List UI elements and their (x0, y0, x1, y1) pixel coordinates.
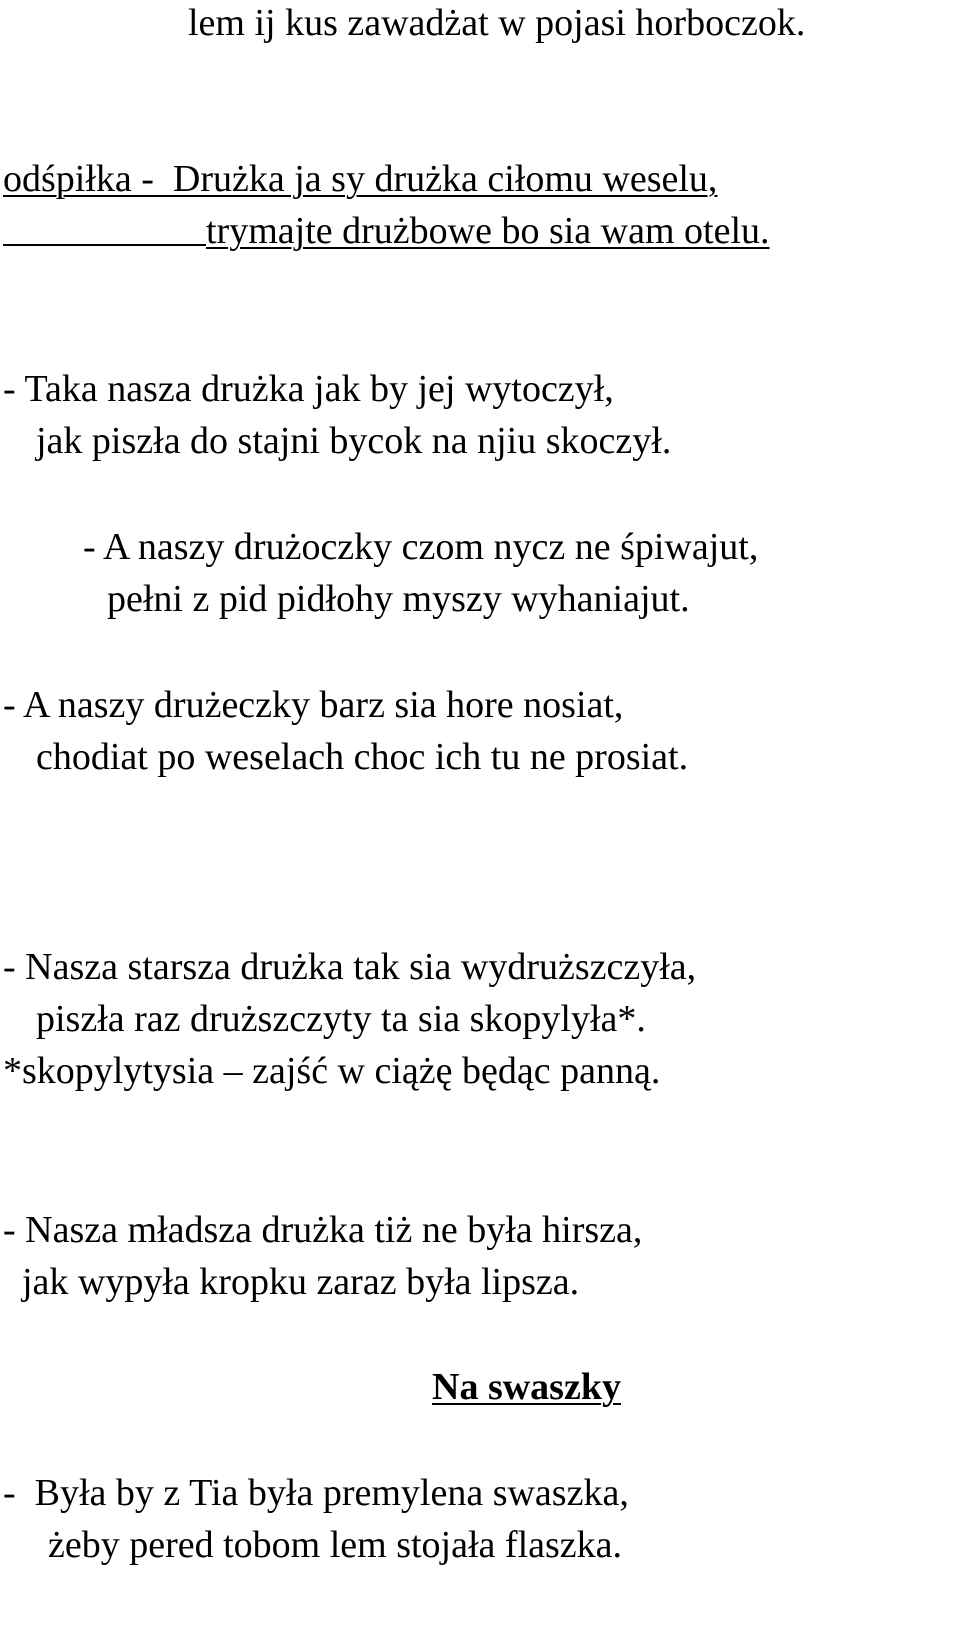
verse-line: lem ij kus zawadżat w pojasi horboczok. (188, 2, 806, 44)
verse-line: - A naszy drużoczky czom nycz ne śpiwajut, (83, 526, 759, 568)
verse-line: odśpiłka - Drużka ja sy drużka ciłomu weselu, (3, 158, 718, 200)
verse-line: pełni z pid pidłohy myszy wyhaniajut. (107, 578, 690, 620)
verse-line: - Była by z Tia była premylena swaszka, (3, 1472, 629, 1514)
verse-line: jak piszła do stajni bycok na njiu skoczył. (36, 420, 672, 462)
verse-line: jak wypyła kropku zaraz była lipsza. (22, 1261, 580, 1303)
verse-line: - A naszy drużeczky barz sia hore nosiat, (3, 684, 624, 726)
footnote-line: *skopylytysia – zajść w ciążę będąc panną. (3, 1050, 661, 1092)
verse-line: - Taka nasza drużka jak by jej wytoczył, (3, 368, 614, 410)
verse-line: - Nasza starsza drużka tak sia wydruższczyła, (3, 946, 697, 988)
verse-line: chodiat po weselach choc ich tu ne prosiat. (36, 736, 689, 778)
verse-line: piszła raz druższczyty ta sia skopylyła*. (36, 998, 646, 1040)
verse-line: trymajte drużbowe bo sia wam otelu. (206, 210, 770, 252)
underline-rule (3, 244, 206, 246)
verse-line: - Nasza mładsza drużka tiż ne była hirsza, (3, 1209, 643, 1251)
section-heading: Na swaszky (432, 1366, 621, 1408)
verse-line: żeby pered tobom lem stojała flaszka. (48, 1524, 623, 1566)
